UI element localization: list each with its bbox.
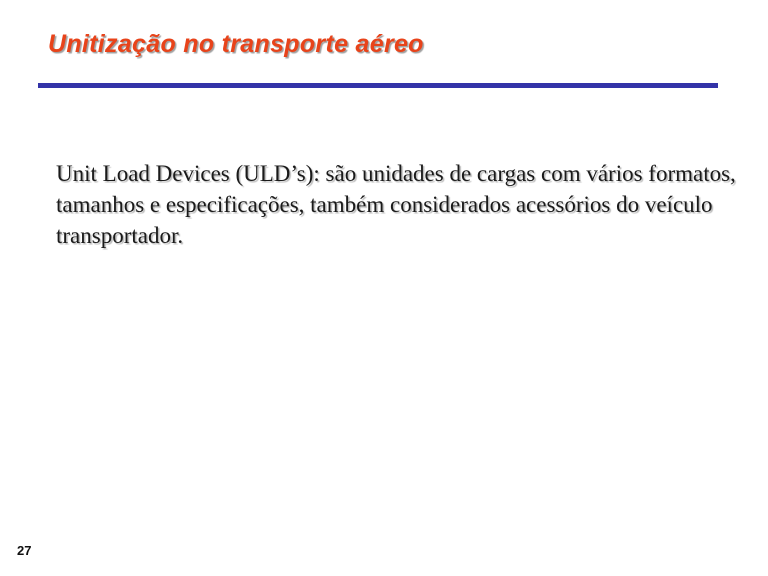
page-number: 27 bbox=[17, 543, 32, 558]
title-underline-rule bbox=[38, 83, 718, 88]
slide-title: Unitização no transporte aéreo bbox=[48, 30, 424, 58]
slide-body-text: Unit Load Devices (ULD’s): são unidades de cargas com vários formatos, tamanhos e especificações, também considerados acessórios do veículo transportador. bbox=[56, 161, 736, 248]
